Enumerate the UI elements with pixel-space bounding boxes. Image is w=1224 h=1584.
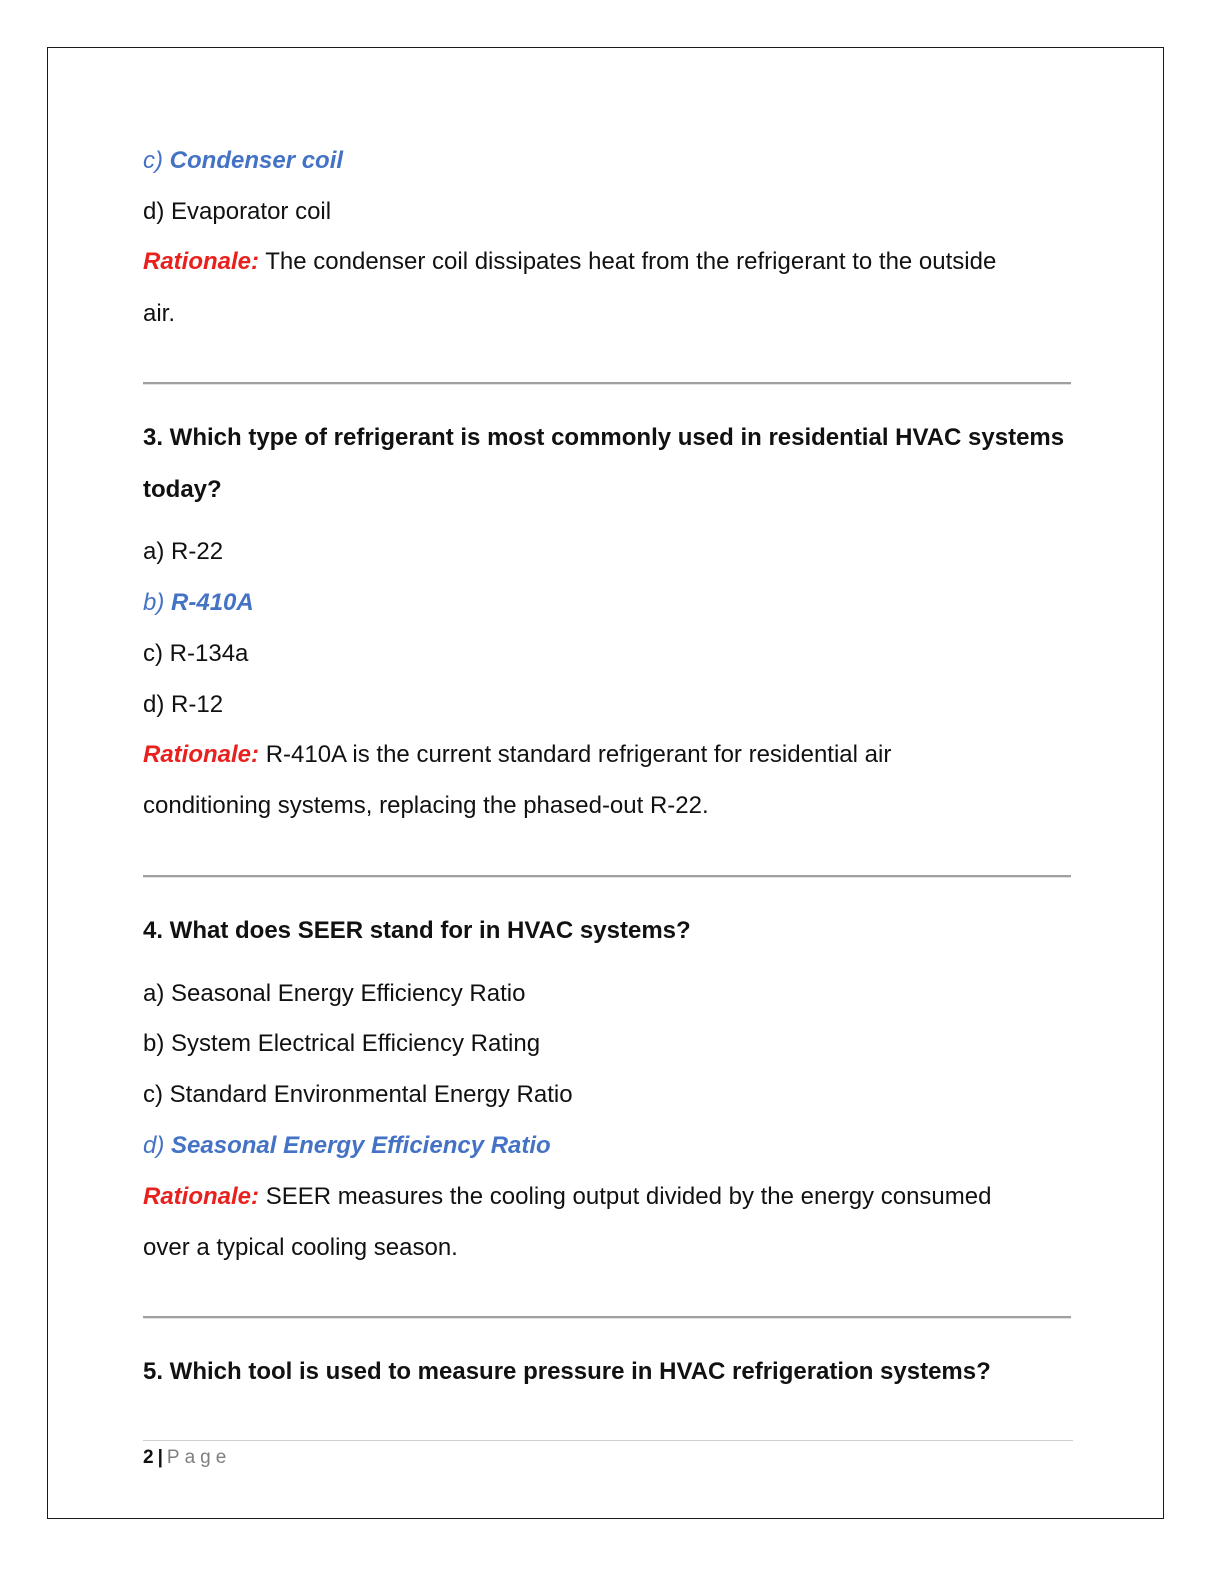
option-c-correct: [143, 146, 343, 176]
option-text: Condenser coil: [169, 147, 344, 174]
footer-rule: [143, 1440, 1073, 1441]
option-a: [143, 537, 223, 567]
option-letter: c): [143, 1081, 163, 1108]
rationale-continued: air.: [143, 300, 176, 327]
question-3-title-continued: today?: [143, 476, 222, 503]
option-d: [143, 197, 331, 227]
rationale: [143, 1182, 991, 1212]
page-number: 2: [143, 1447, 154, 1468]
question-3-title: 3. Which type of refrigerant is most commonly used in residential HVAC systems: [143, 424, 1065, 451]
option-b: [143, 1029, 540, 1059]
option-letter: a): [143, 538, 165, 565]
option-letter: d): [143, 691, 165, 718]
option-letter: c): [143, 147, 163, 174]
option-d-correct: [143, 1131, 551, 1161]
option-letter: a): [143, 980, 165, 1007]
option-text: System Electrical Efficiency Rating: [171, 1030, 541, 1057]
option-text: R-410A: [171, 589, 254, 616]
rationale: [143, 247, 996, 277]
option-b-correct: [143, 588, 254, 618]
section-divider: [143, 875, 1071, 878]
page-footer: [143, 1446, 231, 1470]
section-divider: [143, 382, 1071, 385]
rationale-continued: conditioning systems, replacing the phased-out R-22.: [143, 792, 709, 819]
option-text: R-22: [171, 538, 224, 565]
question-5-title: 5. Which tool is used to measure pressure in HVAC refrigeration systems?: [143, 1358, 991, 1385]
option-letter: d): [143, 198, 165, 225]
rationale-label: Rationale:: [143, 248, 260, 275]
option-c: [143, 639, 248, 669]
footer-separator: |: [157, 1447, 163, 1468]
rationale-text: SEER measures the cooling output divided by the energy consumed: [265, 1183, 992, 1210]
rationale-text: The condenser coil dissipates heat from the refrigerant to the outside: [265, 248, 997, 275]
page-label: Page: [166, 1447, 232, 1468]
option-letter: b): [143, 589, 165, 616]
option-letter: d): [143, 1132, 165, 1159]
option-text: Evaporator coil: [171, 198, 332, 225]
option-text: R-134a: [169, 640, 249, 667]
option-text: R-12: [171, 691, 224, 718]
rationale-continued: over a typical cooling season.: [143, 1234, 458, 1261]
option-c: [143, 1080, 573, 1110]
option-letter: b): [143, 1030, 165, 1057]
rationale-text: R-410A is the current standard refrigerant for residential air: [265, 741, 892, 768]
rationale-label: Rationale:: [143, 1183, 260, 1210]
section-divider: [143, 1316, 1071, 1319]
option-text: Standard Environmental Energy Ratio: [169, 1081, 573, 1108]
option-a: [143, 979, 525, 1009]
option-letter: c): [143, 640, 163, 667]
rationale: [143, 740, 891, 770]
option-text: Seasonal Energy Efficiency Ratio: [171, 980, 526, 1007]
question-4-title: 4. What does SEER stand for in HVAC systems?: [143, 917, 691, 944]
rationale-label: Rationale:: [143, 741, 260, 768]
option-d: [143, 690, 223, 720]
option-text: Seasonal Energy Efficiency Ratio: [171, 1132, 551, 1159]
